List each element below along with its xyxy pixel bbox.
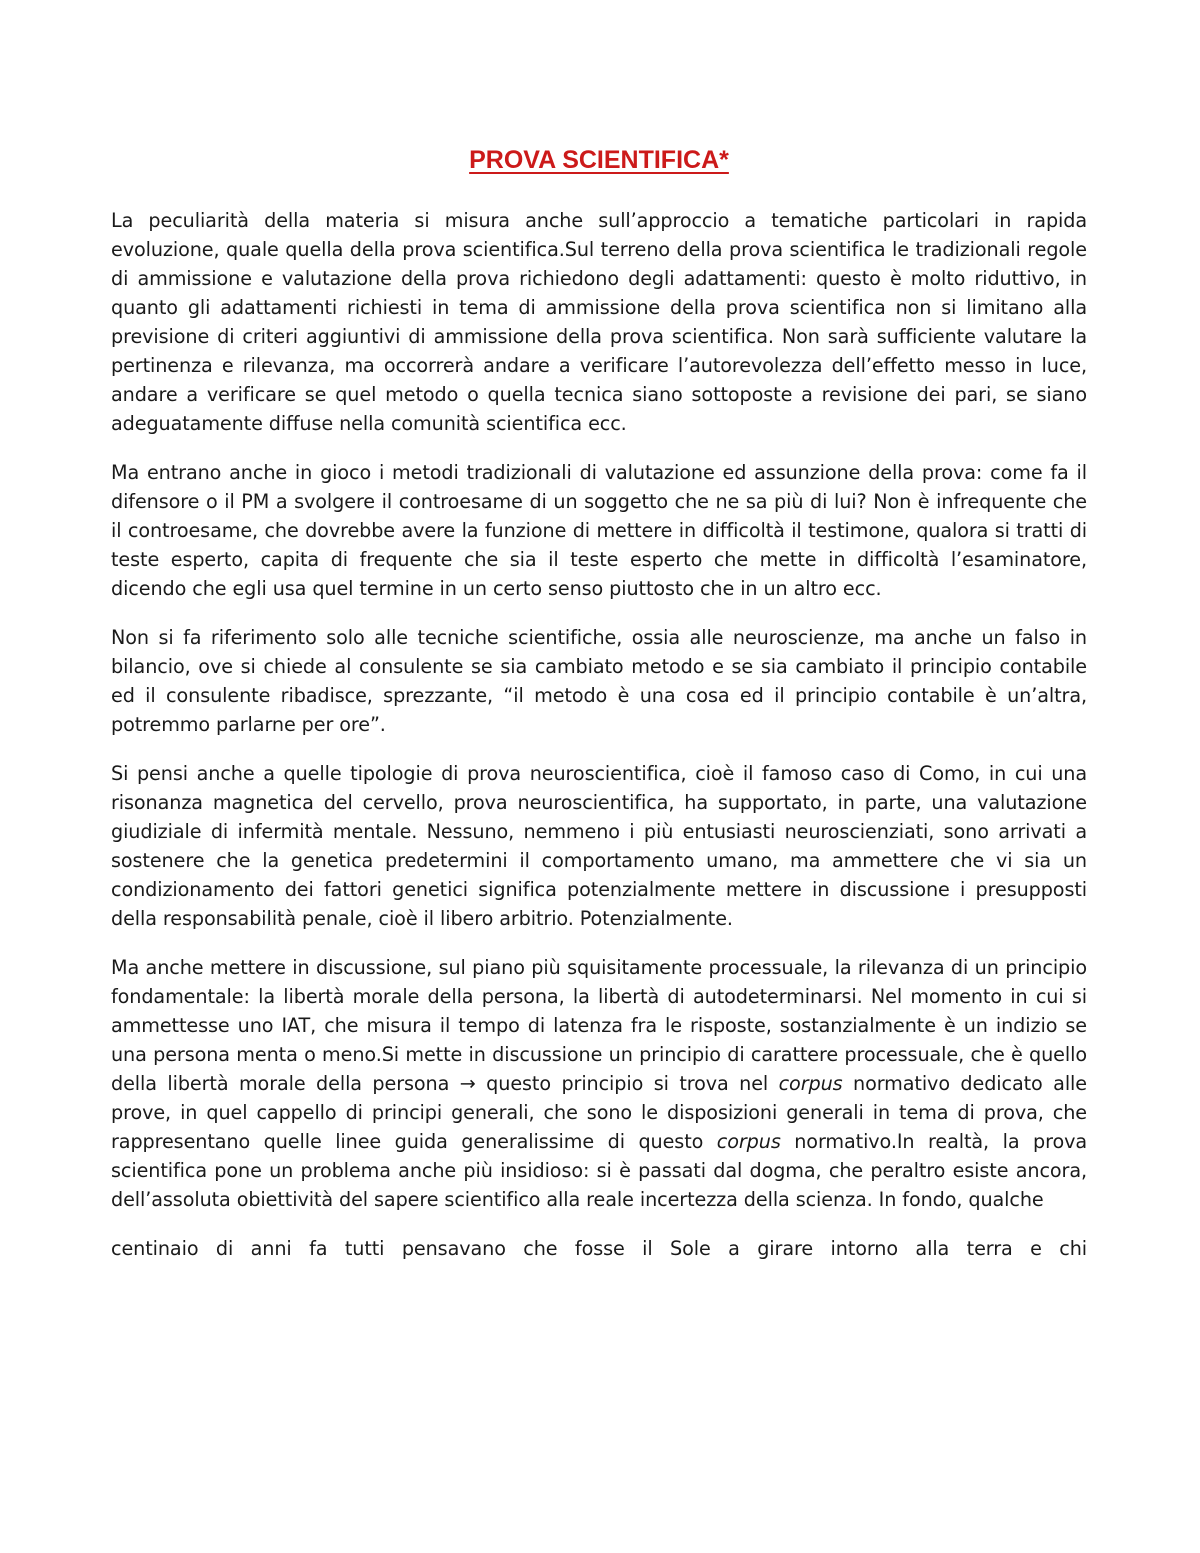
paragraph-5-part-b: normativo dedicato alle prove, in quel cappello di principi generali, che sono le disposizioni generali in tema di prova, che rappresentano quelle linee guida generalissime di questo xyxy=(111,1072,1087,1153)
page-title: PROVA SCIENTIFICA* xyxy=(469,146,729,174)
paragraph-1: La peculiarità della materia si misura anche sull’approccio a tematiche particolari in rapida evoluzione, quale quella della prova scientifica.Sul terreno della prova scientifica le tradizionali regole di ammissione e valutazione della prova richiedono degli adattamenti: questo è molto riduttivo, in quanto gli adattamenti richiesti in tema di ammissione della prova scientifica non si limitano alla previsione di criteri aggiuntivi di ammissione della prova scientifica. Non sarà sufficiente valutare la pertinenza e rilevanza, ma occorrerà andare a verificare l’autorevolezza dell’effetto messo in luce, andare a verificare se quel metodo o quella tecnica siano sottoposte a revisione dei pari, se siano adeguatamente diffuse nella comunità scientifica ecc. xyxy=(111,209,1087,435)
paragraph-3: Non si fa riferimento solo alle tecniche scientifiche, ossia alle neuroscienze, ma anche un falso in bilancio, ove si chiede al consulente se sia cambiato metodo e se sia cambiato il principio contabile ed il consulente ribadisce, sprezzante, “il metodo è una cosa ed il principio contabile è un’altra, potremmo parlarne per ore”. xyxy=(111,626,1087,736)
paragraph-5-emphasis-1: corpus xyxy=(778,1072,843,1095)
paragraph-5-emphasis-2: corpus xyxy=(716,1130,781,1153)
paragraph-6: centinaio di anni fa tutti pensavano che fosse il Sole a girare intorno alla terra e chi xyxy=(111,1237,1087,1260)
paragraph-5 xyxy=(111,953,1087,1214)
paragraph-4: Si pensi anche a quelle tipologie di prova neuroscientifica, cioè il famoso caso di Como, in cui una risonanza magnetica del cervello, prova neuroscientifica, ha supportato, in parte, una valutazione giudiziale di infermità mentale. Nessuno, nemmeno i più entusiasti neuroscienziati, sono arrivati a sostenere che la genetica predetermini il comportamento umano, ma ammettere che vi sia un condizionamento dei fattori genetici significa potenzialmente mettere in discussione i presupposti della responsabilità penale, cioè il libero arbitrio. Potenzialmente. xyxy=(111,762,1087,930)
document-body xyxy=(111,138,1087,1283)
paragraph-5-part-c: normativo.In realtà, la prova scientifica pone un problema anche più insidioso: si è passati dal dogma, che peraltro esiste ancora, dell’assoluta obiettività del sapere scientifico alla reale incertezza della scienza. In fondo, qualche xyxy=(111,1130,1088,1211)
paragraph-5-part-a: Ma anche mettere in discussione, sul piano più squisitamente processuale, la rilevanza di un principio fondamentale: la libertà morale della persona, la libertà di autodeterminarsi. Nel momento in cui si ammettesse uno IAT, che misura il tempo di latenza fra le risposte, sostanzialmente è un indizio se una persona menta o meno.Si mette in discussione un principio di carattere processuale, che è quello della libertà morale della persona → questo principio si trova nel xyxy=(111,956,1087,1095)
paragraph-2: Ma entrano anche in gioco i metodi tradizionali di valutazione ed assunzione della prova: come fa il difensore o il PM a svolgere il controesame di un soggetto che ne sa più di lui? Non è infrequente che il controesame, che dovrebbe avere la funzione di mettere in difficoltà il testimone, qualora si tratti di teste esperto, capita di frequente che sia il teste esperto che mette in difficoltà l’esaminatore, dicendo che egli usa quel termine in un certo senso piuttosto che in un altro ecc. xyxy=(111,461,1087,600)
